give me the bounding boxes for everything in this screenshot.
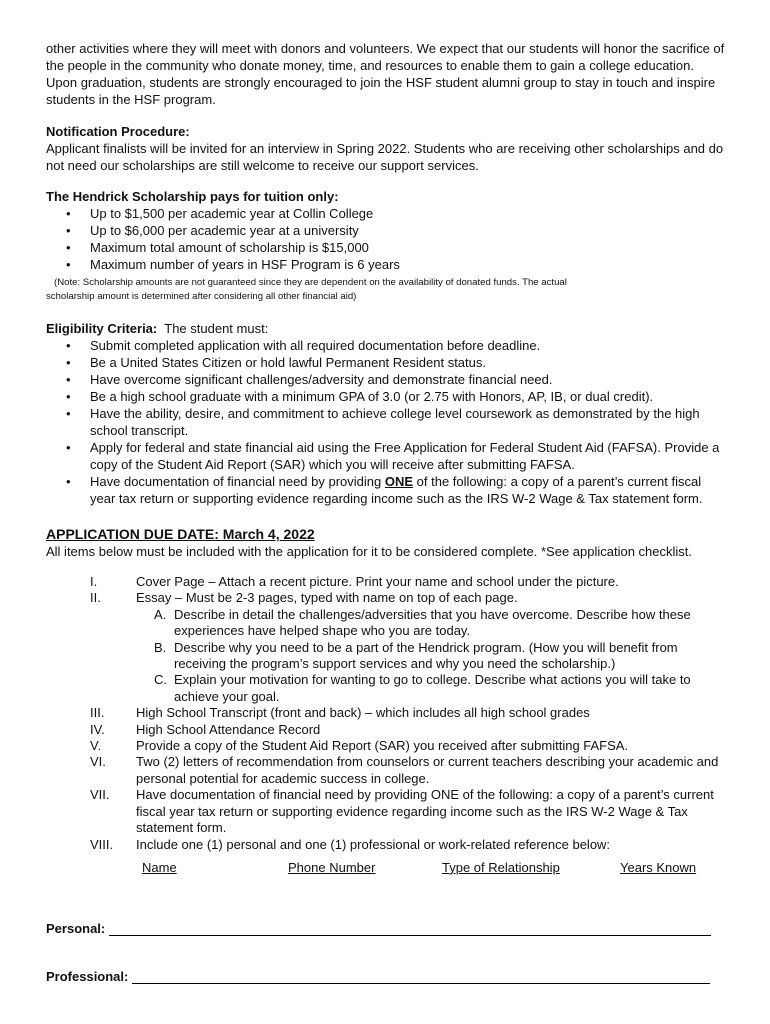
list-item: • Maximum number of years in HSF Program is 6 years: [66, 257, 400, 272]
essay-sublist: [46, 607, 726, 705]
eligibility-list: [46, 337, 726, 507]
bullet-icon: •: [66, 440, 71, 455]
bullet-icon: •: [66, 223, 71, 238]
checklist-item: V. Provide a copy of the Student Aid Report (SAR) you received after submitting FAFSA.: [90, 738, 629, 754]
notification-text: Applicant finalists will be invited for an interview in Spring 2022. Students who are receiving other scholarships and do not need our scholarships are still welcome to receive our support services.: [46, 141, 724, 173]
bullet-icon: •: [66, 474, 71, 489]
checklist-item: IV. High School Attendance Record: [90, 721, 321, 737]
list-item: • Have the ability, desire, and commitment to achieve college level coursework as demonstrated by the high school transcript.: [66, 406, 700, 438]
essay-part: C. Explain your motivation for wanting to go to college. Describe what actions you will take to achieve your goal.: [154, 672, 691, 704]
list-item: • Up to $6,000 per academic year at a university: [66, 223, 359, 238]
notification-heading: Notification Procedure:: [46, 124, 190, 139]
checklist-item: VII. Have documentation of financial need by providing ONE of the following: a copy of a parent’s current fiscal year tax return or supporting evidence regarding income such as the IRS W-2 Wage & Tax statement form.: [90, 787, 714, 836]
checklist-item: VI. Two (2) letters of recommendation from counselors or current teachers describing your academic and personal potential for academic success in college.: [90, 754, 719, 786]
tuition-note-line2: scholarship amount is determined after considering all other financial aid): [46, 291, 357, 302]
bullet-icon: •: [66, 389, 71, 404]
personal-reference-input[interactable]: [109, 921, 711, 936]
checklist-item: III. High School Transcript (front and back) – which includes all high school grades: [90, 705, 590, 721]
bullet-icon: •: [66, 240, 71, 255]
list-item: • Have documentation of financial need by providing ONE of the following: a copy of a parent’s current fiscal year tax return or supporting evidence regarding income such as the IRS W-2 Wage & Tax statement form.: [66, 474, 703, 506]
personal-reference-row: [46, 921, 711, 936]
bullet-icon: •: [66, 257, 71, 272]
reference-column-headers: [46, 859, 726, 877]
bullet-icon: •: [66, 355, 71, 370]
due-date-title: APPLICATION DUE DATE: March 4, 2022: [46, 526, 315, 542]
list-item: • Be a high school graduate with a minimum GPA of 3.0 (or 2.75 with Honors, AP, IB, or dual credit).: [66, 389, 654, 404]
bullet-icon: •: [66, 206, 71, 221]
intro-paragraph: other activities where they will meet with donors and volunteers. We expect that our students will honor the sacrifice of the people in the community who donate money, time, and resources to enable them to gain a college education. Upon graduation, students are strongly encouraged to join the HSF student alumni group to stay in touch and inspire students in the HSF program.: [46, 41, 725, 107]
list-item: • Be a United States Citizen or hold lawful Permanent Resident status.: [66, 355, 486, 370]
essay-part: A. Describe in detail the challenges/adversities that you have overcome. Describe how these experiences have helped shape who you are today.: [154, 606, 691, 639]
list-item: • Have overcome significant challenges/adversity and demonstrate financial need.: [66, 372, 553, 387]
eligibility-heading: Eligibility Criteria:: [46, 321, 158, 336]
list-item: • Maximum total amount of scholarship is $15,000: [66, 240, 369, 255]
professional-reference-input[interactable]: [132, 969, 710, 984]
eligibility-heading-line: [46, 320, 726, 337]
notification-section: [46, 123, 726, 174]
tuition-list: [46, 205, 726, 273]
column-relationship: Type of Relationship: [442, 859, 560, 875]
tuition-section: [46, 188, 726, 304]
list-item: • Apply for federal and state financial aid using the Free Application for Federal Student Aid (FAFSA). Provide a copy of the Student Aid Report (SAR) which you will receive after submitting FAFSA.: [66, 440, 720, 472]
emphasis-one: ONE: [384, 474, 414, 489]
eligibility-section: [46, 320, 726, 507]
column-years: Years Known: [620, 859, 697, 875]
due-date-section: [46, 525, 726, 560]
checklist-item: II. Essay – Must be 2-3 pages, typed with name on top of each page.: [90, 590, 518, 606]
bullet-icon: •: [66, 406, 71, 421]
eligibility-lead: The student must:: [164, 321, 269, 336]
bullet-icon: •: [66, 338, 71, 353]
tuition-heading: The Hendrick Scholarship pays for tuition only:: [46, 189, 339, 204]
document-page: [46, 40, 726, 877]
checklist: [46, 574, 726, 853]
due-date-text: All items below must be included with the application for it to be considered complete. *See application checklist.: [46, 544, 693, 559]
column-name: Name: [142, 859, 177, 875]
list-item: • Submit completed application with all required documentation before deadline.: [66, 338, 541, 353]
essay-part: B. Describe why you need to be a part of the Hendrick program. (How you will benefit from receiving the program’s support services and why you need the scholarship.): [154, 639, 678, 672]
professional-reference-row: [46, 969, 710, 984]
list-item: • Up to $1,500 per academic year at Collin College: [66, 206, 374, 221]
column-phone: Phone Number: [288, 859, 376, 875]
checklist-item: I. Cover Page – Attach a recent picture. Print your name and school under the picture.: [90, 574, 619, 589]
tuition-note-line1: (Note: Scholarship amounts are not guaranteed since they are dependent on the availability of donated funds. The actual: [54, 277, 567, 288]
professional-label: Professional:: [46, 969, 129, 984]
bullet-icon: •: [66, 372, 71, 387]
personal-label: Personal:: [46, 921, 106, 936]
checklist-item: VIII. Include one (1) personal and one (1) professional or work-related reference below:: [90, 836, 611, 852]
